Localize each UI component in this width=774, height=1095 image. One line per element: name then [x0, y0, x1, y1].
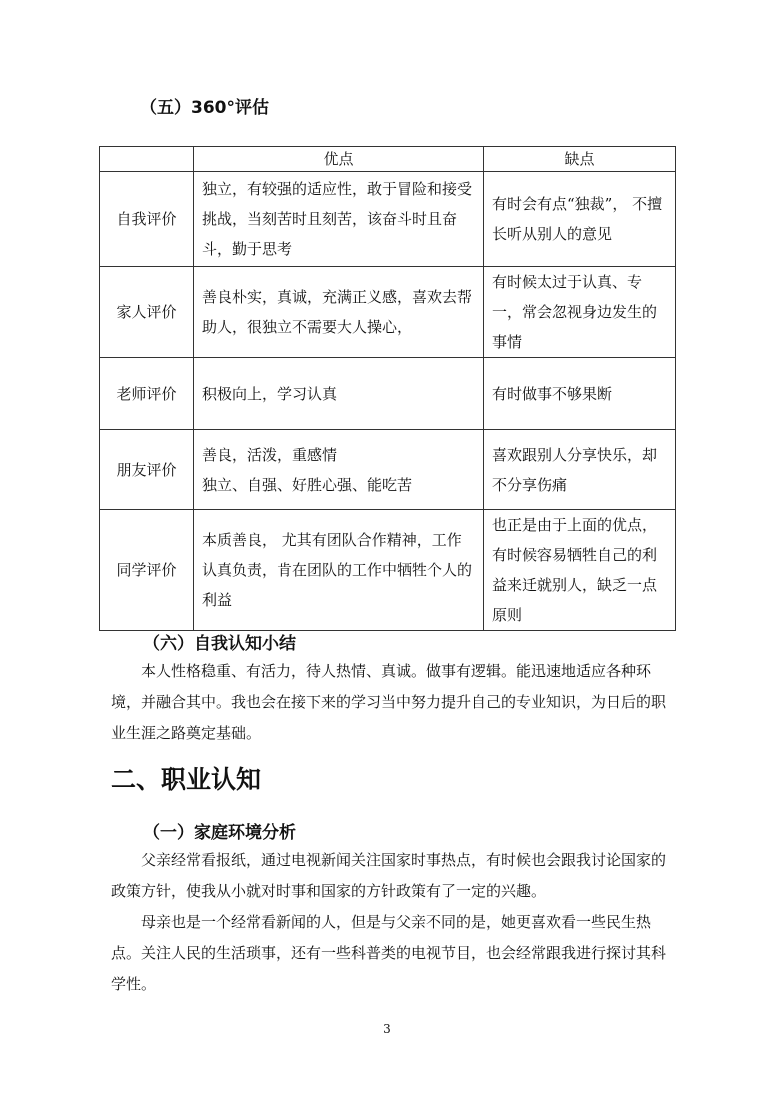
row-label: 家人评价 [100, 267, 194, 358]
row-pros-line: 独立、自强、好胜心强、能吃苦 [202, 475, 413, 494]
chapter-heading: 二、职业认知 [111, 765, 262, 794]
summary-paragraph: 本人性格稳重、有活力，待人热情、真诚。做事有逻辑。能迅速地适应各种环境，并融合其中。我也会在接下来的学习当中努力提升自己的专业知识，为日后的职业生涯之路奠定基础。 [111, 662, 667, 742]
row-pros: 善良朴实，真诚，充满正义感，喜欢去帮助人，很独立不需要大人操心， [194, 267, 484, 358]
table-header-cons: 缺点 [484, 147, 676, 172]
row-label: 朋友评价 [100, 430, 194, 510]
table-row [100, 267, 676, 358]
table-row [100, 510, 676, 631]
section-heading-family: （一）家庭环境分析 [143, 823, 296, 843]
section-heading-360: （五）360°评估 [140, 98, 269, 118]
row-pros: 独立，有较强的适应性，敢于冒险和接受挑战，当刻苦时且刻苦，该奋斗时且奋斗，勤于思考 [194, 172, 484, 267]
row-cons: 有时做事不够果断 [484, 358, 676, 430]
row-cons: 也正是由于上面的优点，有时候容易牺牲自己的利益来迁就别人，缺乏一点原则 [484, 510, 676, 631]
table-row [100, 430, 676, 510]
table-header-row [100, 147, 676, 172]
row-pros: 本质善良， 尤其有团队合作精神，工作认真负责，肯在团队的工作中牺牲个人的利益 [194, 510, 484, 631]
table-header-empty [100, 147, 194, 172]
row-label: 同学评价 [100, 510, 194, 631]
row-pros-line: 善良，活泼，重感情 [202, 445, 338, 464]
row-cons: 有时候太过于认真、专一，常会忽视身边发生的事情 [484, 267, 676, 358]
page-number: 3 [383, 1022, 391, 1036]
row-pros: 积极向上，学习认真 [194, 358, 484, 430]
family-paragraph-father: 父亲经常看报纸，通过电视新闻关注国家时事热点，有时候也会跟我讨论国家的政策方针，使我从小就对时事和国家的方针政策有了一定的兴趣。 [111, 851, 667, 900]
table-row [100, 358, 676, 430]
table-header-pros: 优点 [194, 147, 484, 172]
row-label: 老师评价 [100, 358, 194, 430]
table-row [100, 172, 676, 267]
section-heading-summary: （六）自我认知小结 [143, 634, 296, 654]
evaluation-table [99, 146, 676, 631]
family-paragraph-mother: 母亲也是一个经常看新闻的人，但是与父亲不同的是，她更喜欢看一些民生热点。关注人民的生活琐事，还有一些科普类的电视节目，也会经常跟我进行探讨其科学性。 [111, 913, 667, 993]
row-label: 自我评价 [100, 172, 194, 267]
row-pros [194, 430, 484, 510]
row-cons: 有时会有点“独裁”， 不擅长听从别人的意见 [484, 172, 676, 267]
row-cons: 喜欢跟别人分享快乐，却不分享伤痛 [484, 430, 676, 510]
